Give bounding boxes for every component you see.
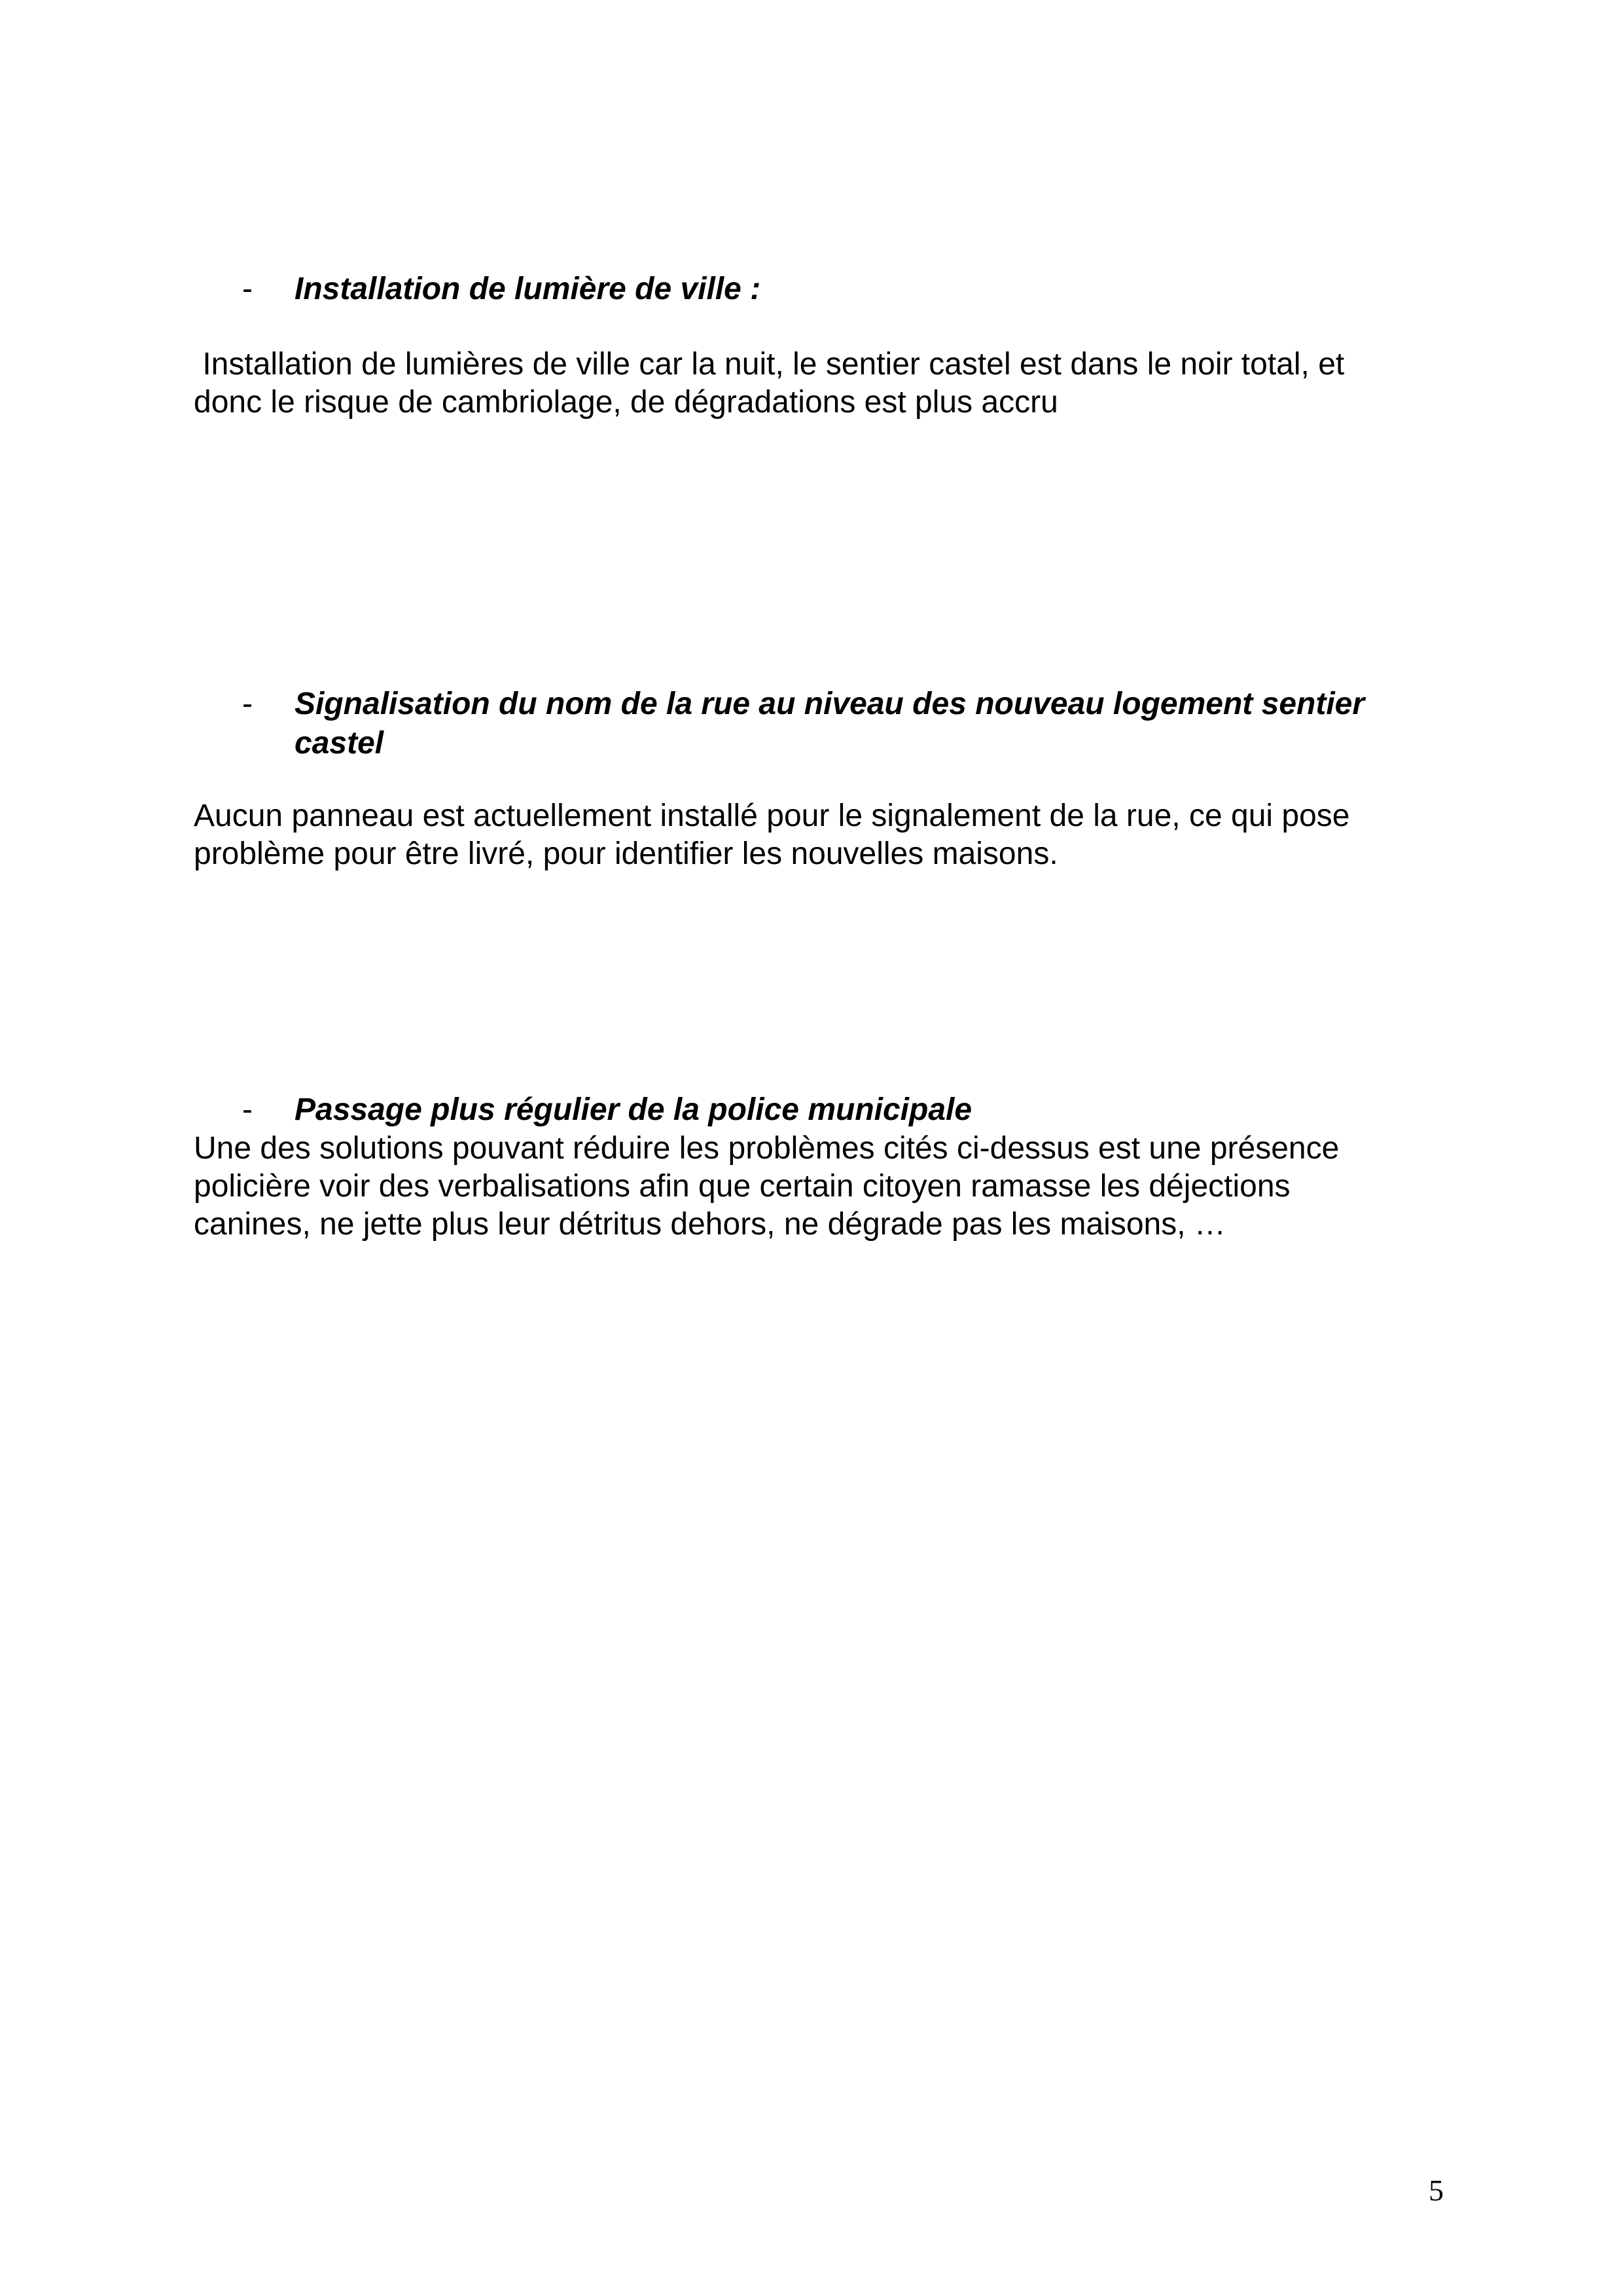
section-2-body-line-1: Aucun panneau est actuellement installé pour le signalement de la rue, ce qui pose [194,798,1350,833]
section-1-body-line-1: Installation de lumières de ville car la nuit, le sentier castel est dans le noir total, et [194,347,1345,382]
section-1-body [194,346,1476,422]
section-2-body [194,797,1476,873]
section-2-title-line-2: castel [294,726,384,761]
section-3-body [194,1130,1476,1244]
section-3-body-line-3: canines, ne jette plus leur détritus dehors, ne dégrade pas les maisons, … [194,1207,1226,1242]
section-3-bullet-dash: - [242,1092,253,1127]
section-3-body-line-1: Une des solutions pouvant réduire les problèmes cités ci-dessus est une présence [194,1131,1340,1166]
section-1-bullet-dash: - [242,272,253,306]
section-2-title [294,685,1446,763]
section-2-heading [242,685,1486,763]
section-1-body-line-2: donc le risque de cambriolage, de dégradations est plus accru [194,385,1058,420]
page-number: 5 [1429,2174,1444,2207]
section-2-title-line-1: Signalisation du nom de la rue au niveau des nouveau logement sentier [294,687,1365,721]
section-3-heading [242,1090,1486,1130]
section-2-bullet-dash: - [242,687,253,721]
section-1-heading [242,270,1486,309]
section-3-body-line-2: policière voir des verbalisations afin que certain citoyen ramasse les déjections [194,1169,1291,1204]
section-1-title: Installation de lumière de ville : [294,272,761,306]
section-2-body-line-2: problème pour être livré, pour identifier les nouvelles maisons. [194,836,1058,871]
section-3-title: Passage plus régulier de la police municipale [294,1092,972,1127]
